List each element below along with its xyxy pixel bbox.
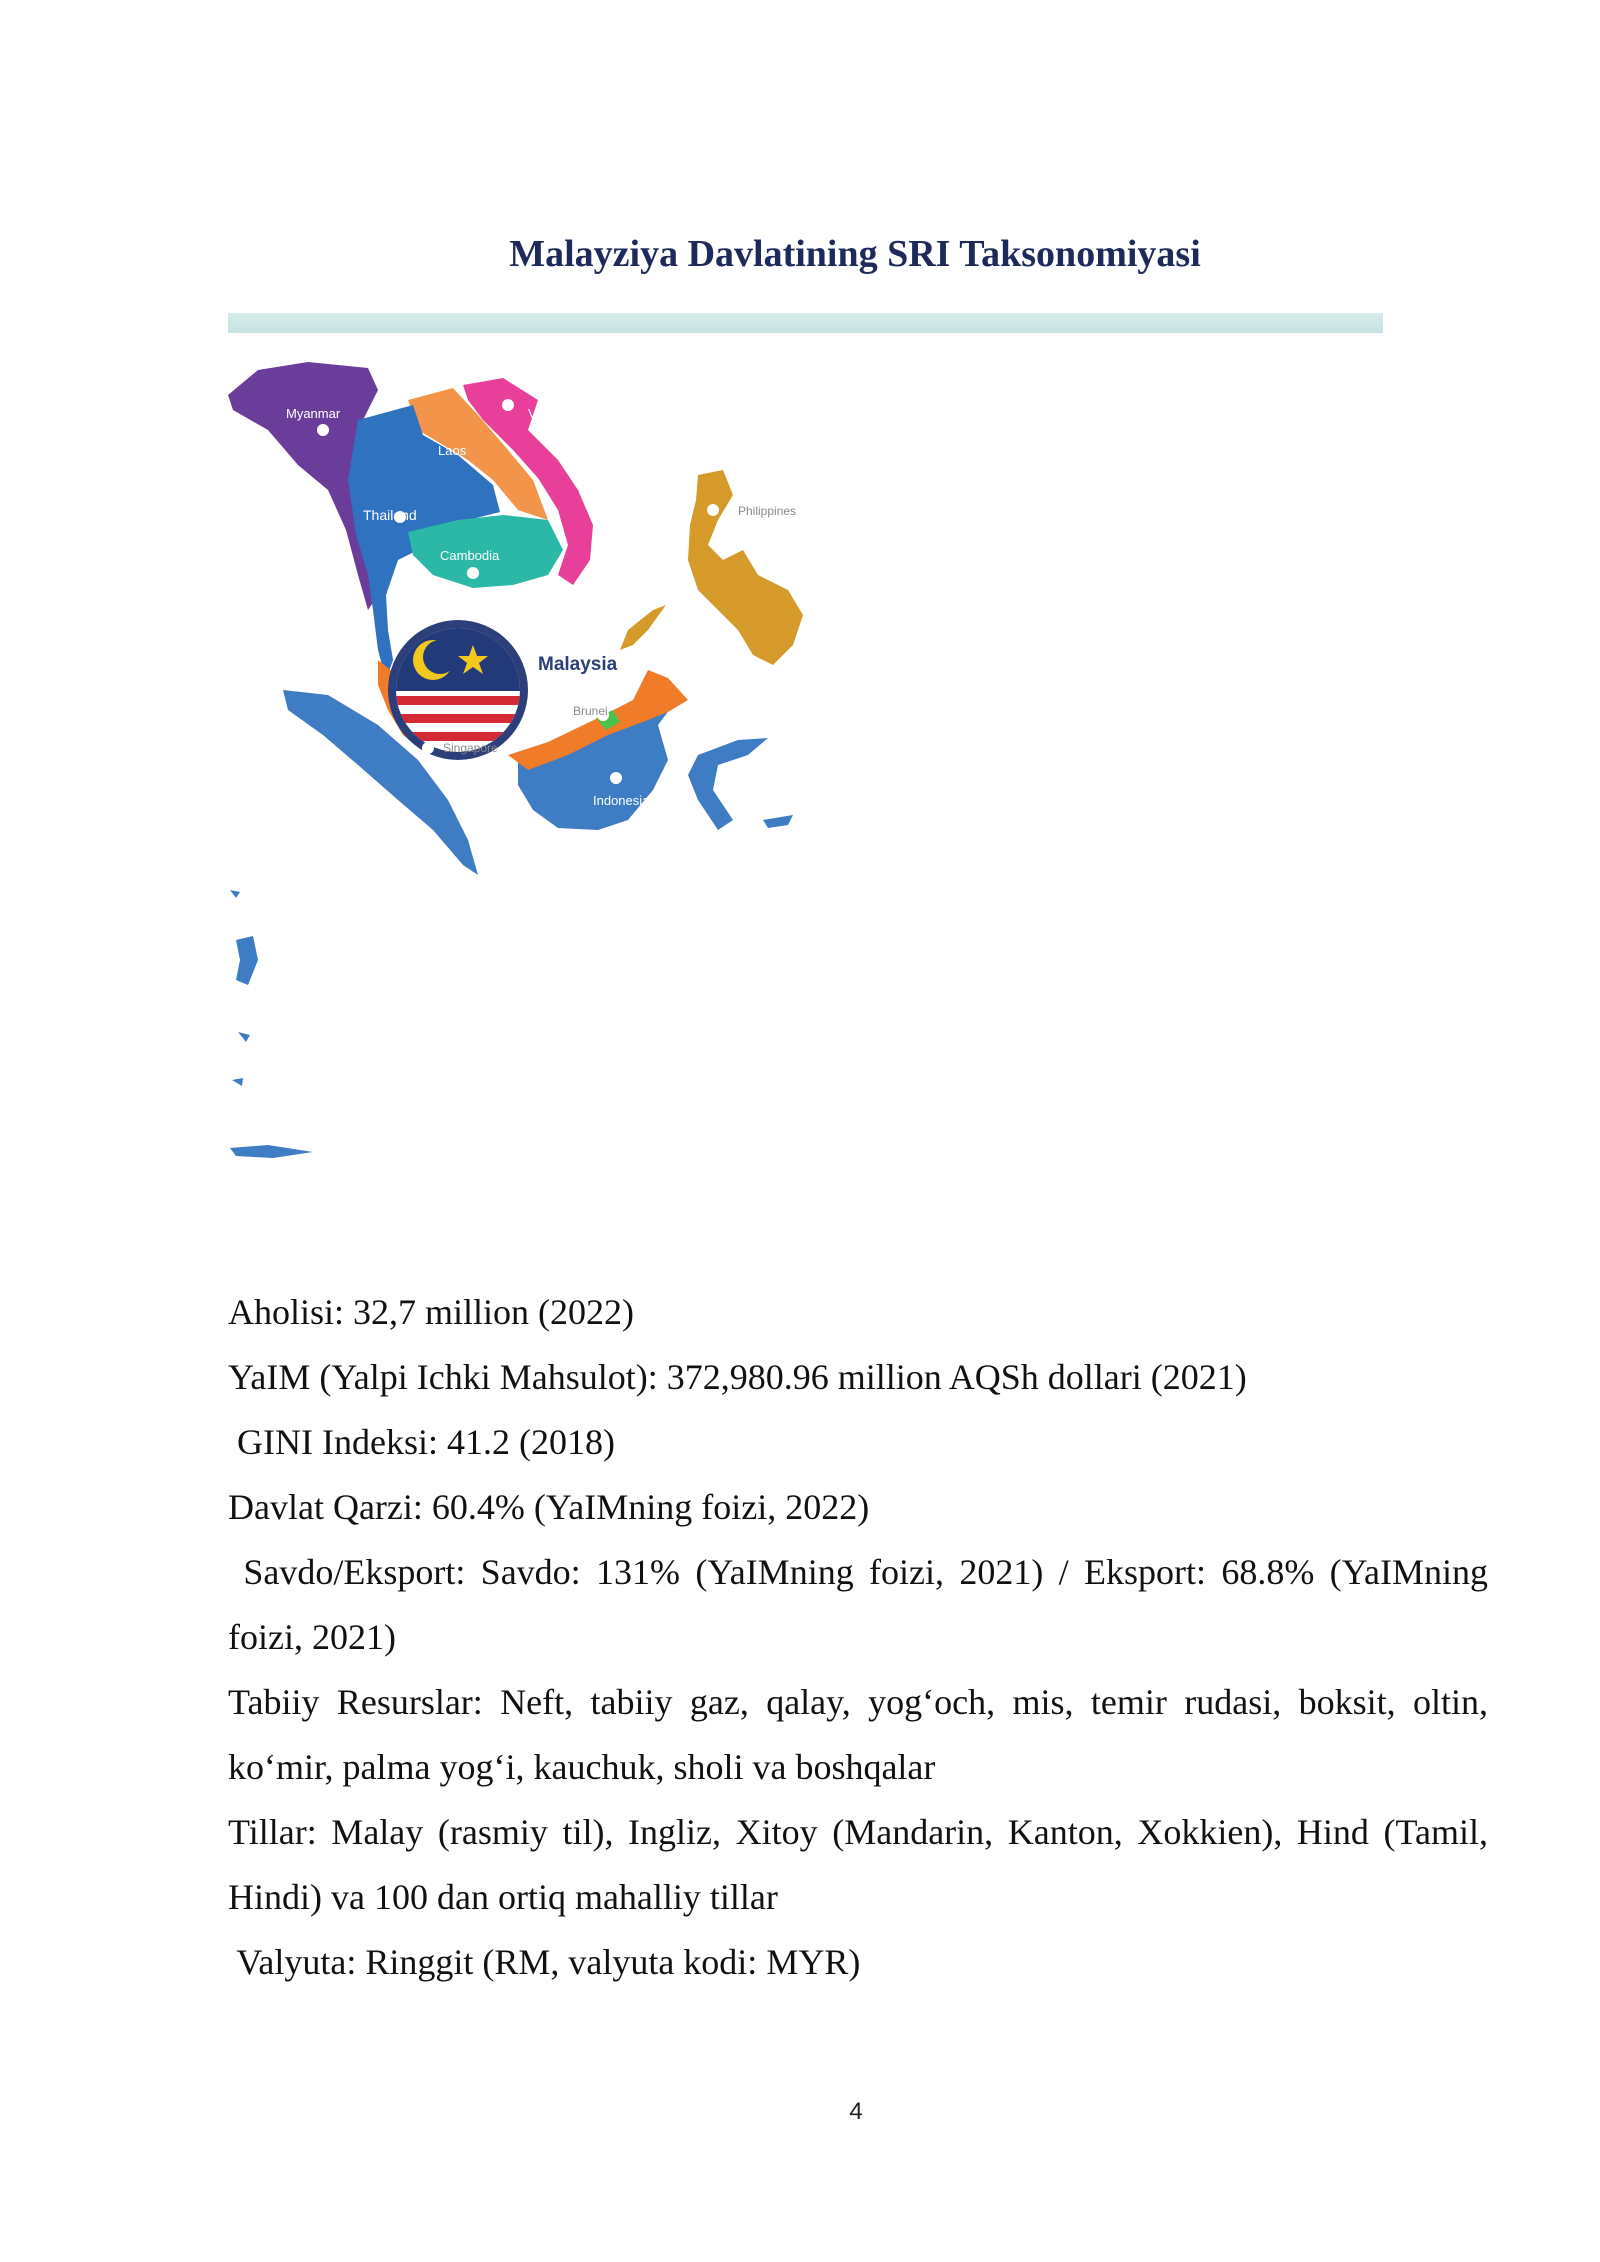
map-island-2 xyxy=(236,936,258,985)
label-brunei: Brunei xyxy=(573,704,608,718)
map-philippines xyxy=(688,470,803,665)
label-myanmar: Myanmar xyxy=(286,406,341,421)
country-facts xyxy=(228,1280,1498,1995)
map-island-4 xyxy=(232,1078,243,1086)
dot-cambodia xyxy=(467,567,479,579)
label-cambodia: Cambodia xyxy=(440,548,500,563)
map-sulawesi xyxy=(688,738,768,830)
label-indonesia: Indonesia xyxy=(593,793,650,808)
fact-trade: Savdo/Eksport: Savdo: 131% (YaIMning foizi, 2021) / Eksport: 68.8% (YaIMning foizi, 2021) xyxy=(228,1552,1498,1657)
map-island-3 xyxy=(238,1032,250,1042)
dot-indonesia xyxy=(610,772,622,784)
label-thailand: Thailand xyxy=(363,507,417,523)
label-malaysia: Malaysia xyxy=(538,654,618,675)
fact-gdp: YaIM (Yalpi Ichki Mahsulot): 372,980.96 million AQSh dollari (2021) xyxy=(228,1357,1247,1397)
dot-singapore xyxy=(422,742,434,754)
fact-currency: Valyuta: Ringgit (RM, valyuta kodi: MYR) xyxy=(228,1942,861,1982)
fact-resources: Tabiiy Resurslar: Neft, tabiiy gaz, qalay, yog‘och, mis, temir rudasi, boksit, oltin, ko‘mir, palma yog‘i, kauchuk, sholi va boshqalar xyxy=(228,1682,1488,1787)
label-singapore: Singapore xyxy=(443,741,498,755)
map-island-1 xyxy=(230,890,240,898)
fact-population: Aholisi: 32,7 million (2022) xyxy=(228,1292,635,1332)
fact-languages: Tillar: Malay (rasmiy til), Ingliz, Xitoy (Mandarin, Kanton, Xokkien), Hind (Tamil, Hindi) va 100 dan ortiq mahalliy tillar xyxy=(228,1812,1488,1917)
malaysia-flag-badge xyxy=(388,620,528,760)
fact-debt: Davlat Qarzi: 60.4% (YaIMning foizi, 2022) xyxy=(228,1487,870,1527)
map-island-5 xyxy=(230,1145,313,1158)
page-number: 4 xyxy=(849,2098,863,2125)
title-divider xyxy=(228,313,1383,333)
dot-vietnam xyxy=(502,399,514,411)
label-vietnam: Vietnam xyxy=(528,406,576,421)
dot-myanmar xyxy=(317,424,329,436)
document-title: Malayziya Davlatining SRI Taksonomiyasi xyxy=(509,233,1201,275)
label-laos: Laos xyxy=(438,443,467,458)
label-philippines: Philippines xyxy=(738,504,797,518)
map-palawan xyxy=(620,605,666,650)
map-east-island xyxy=(763,815,793,828)
fact-gini: GINI Indeksi: 41.2 (2018) xyxy=(228,1422,615,1462)
southeast-asia-map xyxy=(228,360,1108,1180)
dot-philippines xyxy=(707,504,719,516)
